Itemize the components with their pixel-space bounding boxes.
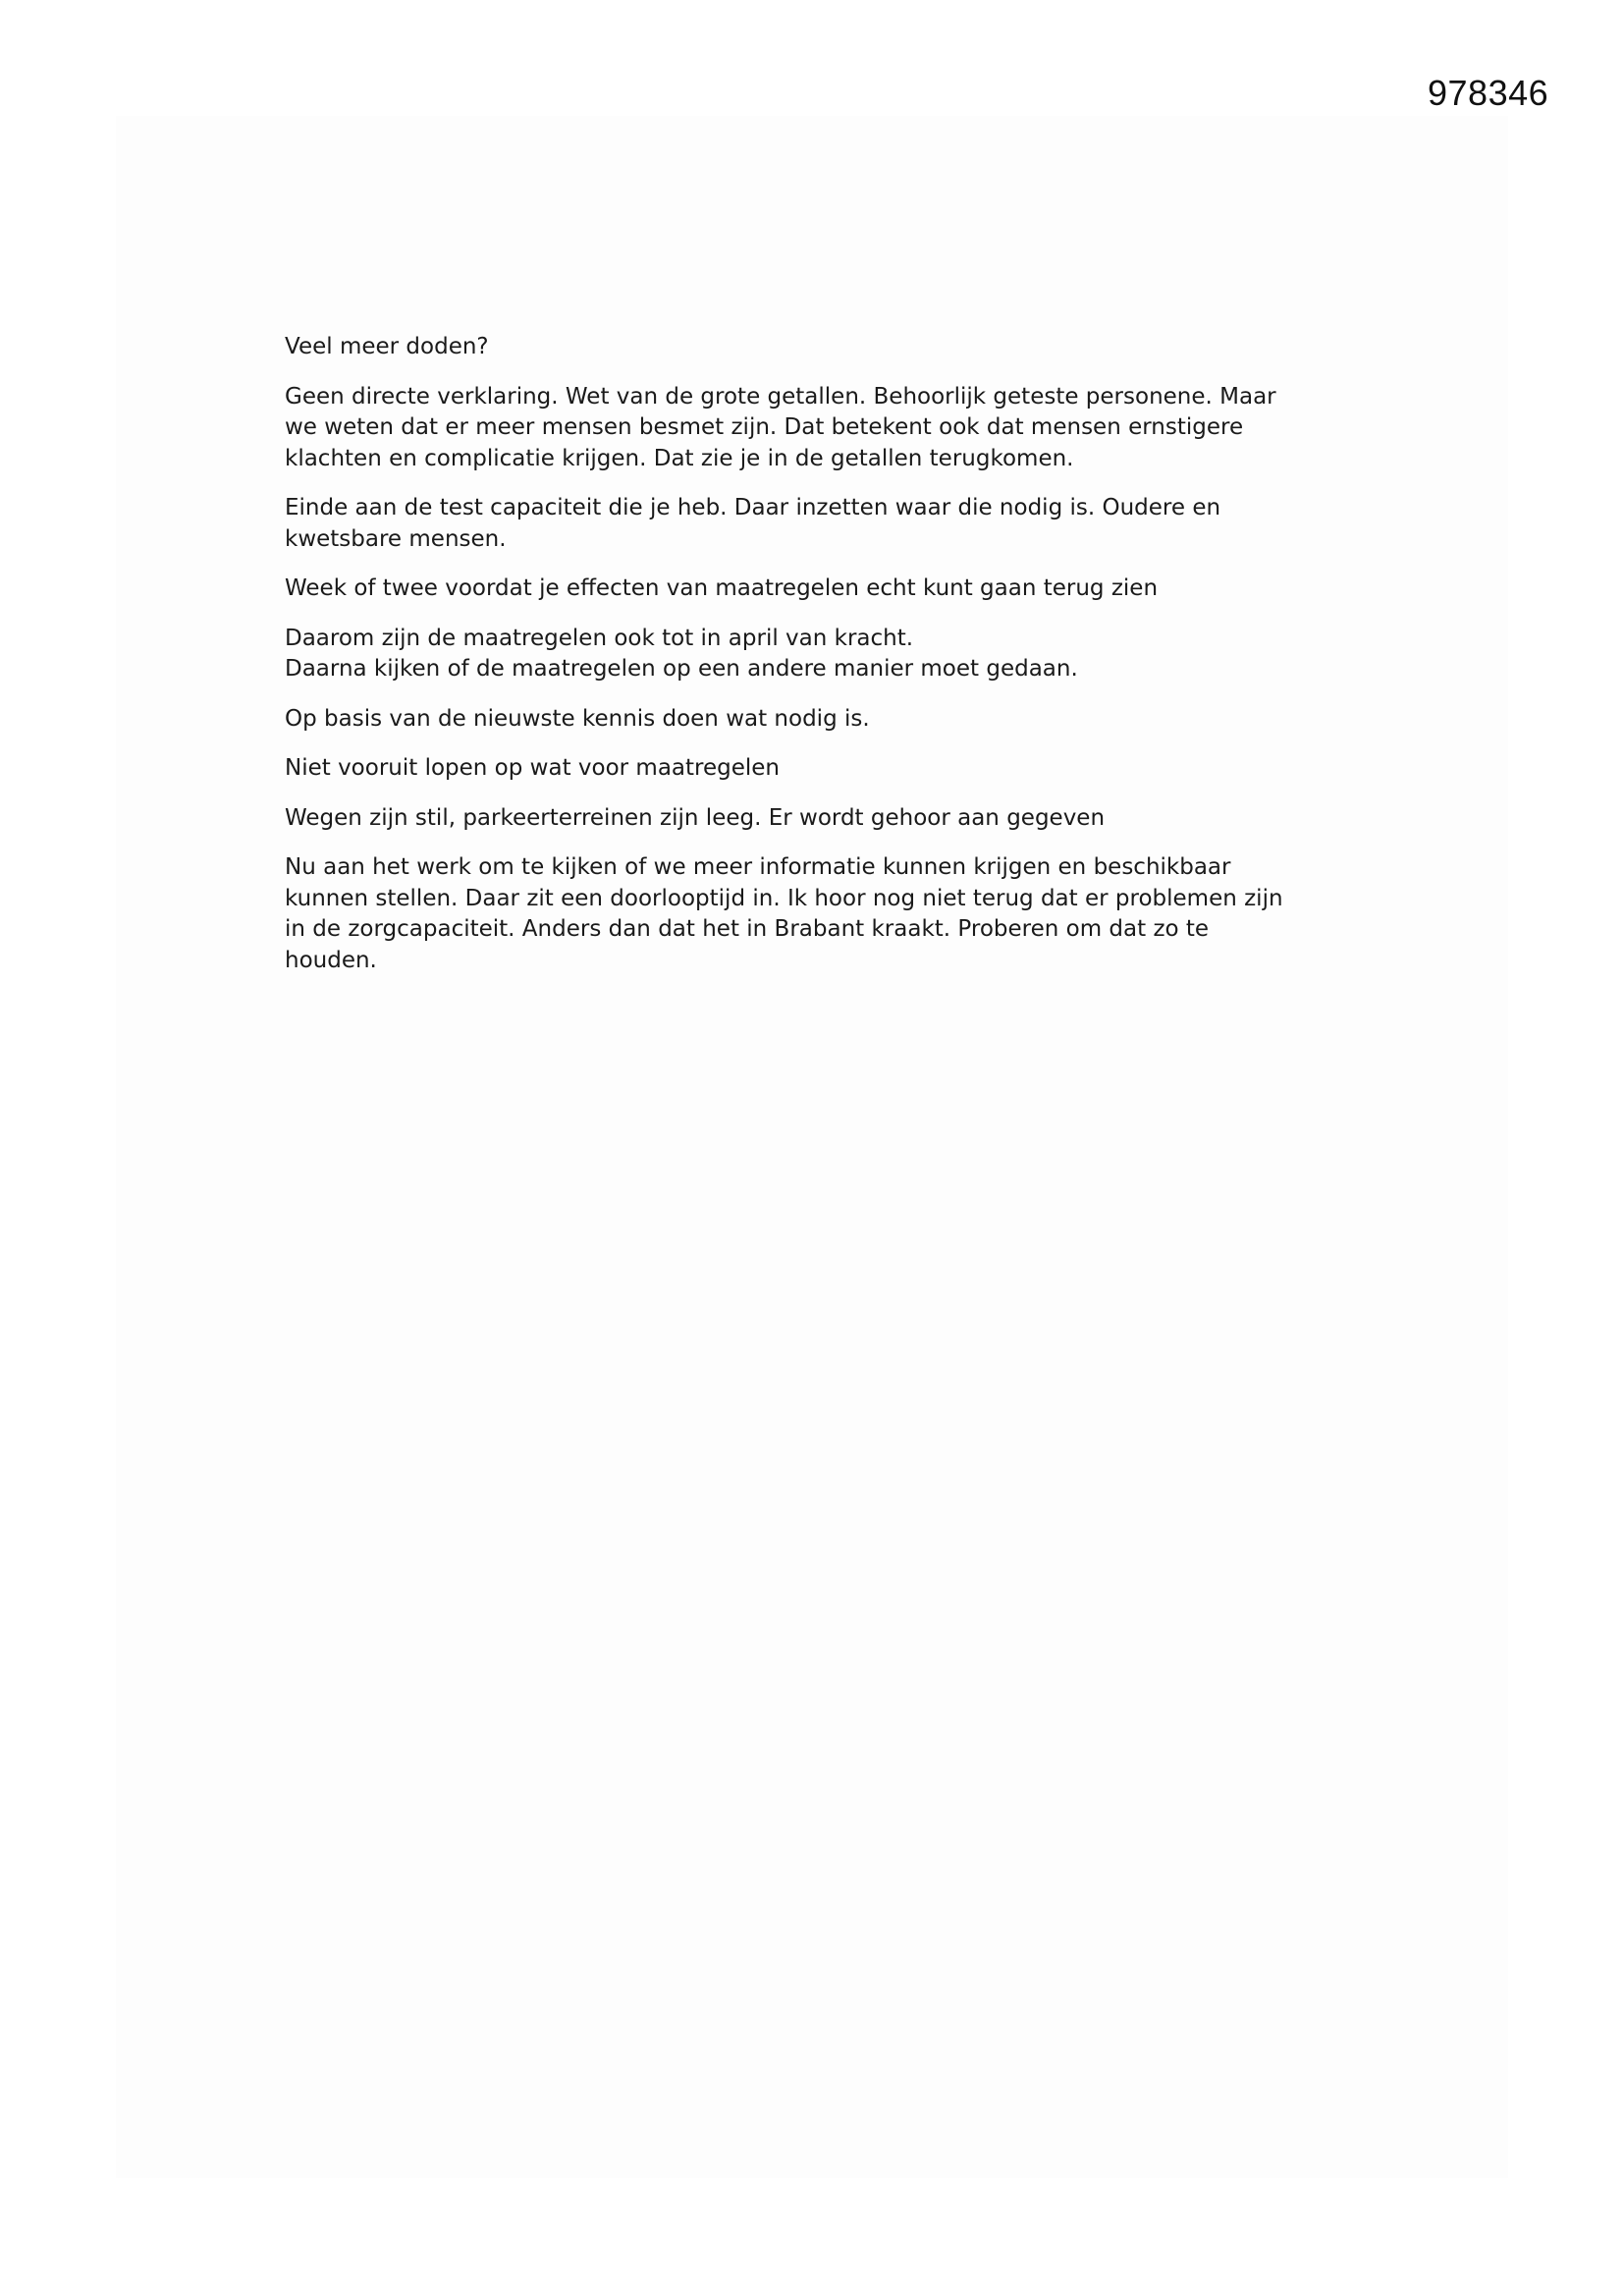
paragraph-april xyxy=(285,624,1365,685)
paragraph-effects xyxy=(285,574,1365,605)
text-line: kwetsbare mensen. xyxy=(285,525,507,552)
text-line: Daarna kijken of de maatregelen op een andere manier moet gedaan. xyxy=(285,656,1078,682)
text-line: houden. xyxy=(285,947,377,973)
text-line: Niet vooruit lopen op wat voor maatregelen xyxy=(285,755,781,781)
text-line: Einde aan de test capaciteit die je heb. Daar inzetten waar die nodig is. Oudere en xyxy=(285,495,1221,520)
text-line: klachten en complicatie krijgen. Dat zie je in de getallen terugkomen. xyxy=(285,445,1074,471)
text-line: Daarom zijn de maatregelen ook tot in april van kracht. xyxy=(285,625,914,651)
document-body xyxy=(285,332,1365,995)
paragraph-explanation xyxy=(285,382,1365,475)
text-line: kunnen stellen. Daar zit een doorlooptijd in. Ik hoor nog niet terug dat er problemen zijn xyxy=(285,885,1283,911)
text-line: Geen directe verklaring. Wet van de grote getallen. Behoorlijk geteste personene. Maar xyxy=(285,383,1276,410)
paragraph-test-capacity xyxy=(285,493,1365,555)
text-line: Nu aan het werk om te kijken of we meer informatie kunnen krijgen en beschikbaar xyxy=(285,854,1231,880)
paragraph-not-ahead xyxy=(285,753,1365,785)
paragraph-question xyxy=(285,332,1365,363)
text-line: Op basis van de nieuwste kennis doen wat nodig is. xyxy=(285,705,870,732)
document-number: 978346 xyxy=(1428,73,1549,113)
text-line: in de zorgcapaciteit. Anders dan dat het in Brabant kraakt. Proberen om dat zo te xyxy=(285,916,1210,942)
text-line: Week of twee voordat je effecten van maatregelen echt kunt gaan terug zien xyxy=(285,575,1159,601)
text-line: Wegen zijn stil, parkeerterreinen zijn leeg. Er wordt gehoor aan gegeven xyxy=(285,804,1106,831)
text-line: we weten dat er meer mensen besmet zijn. Dat betekent ook dat mensen ernstigere xyxy=(285,414,1244,440)
text-line: Veel meer doden? xyxy=(285,334,489,359)
paragraph-information xyxy=(285,852,1365,976)
paragraph-knowledge xyxy=(285,704,1365,736)
paragraph-roads xyxy=(285,803,1365,835)
